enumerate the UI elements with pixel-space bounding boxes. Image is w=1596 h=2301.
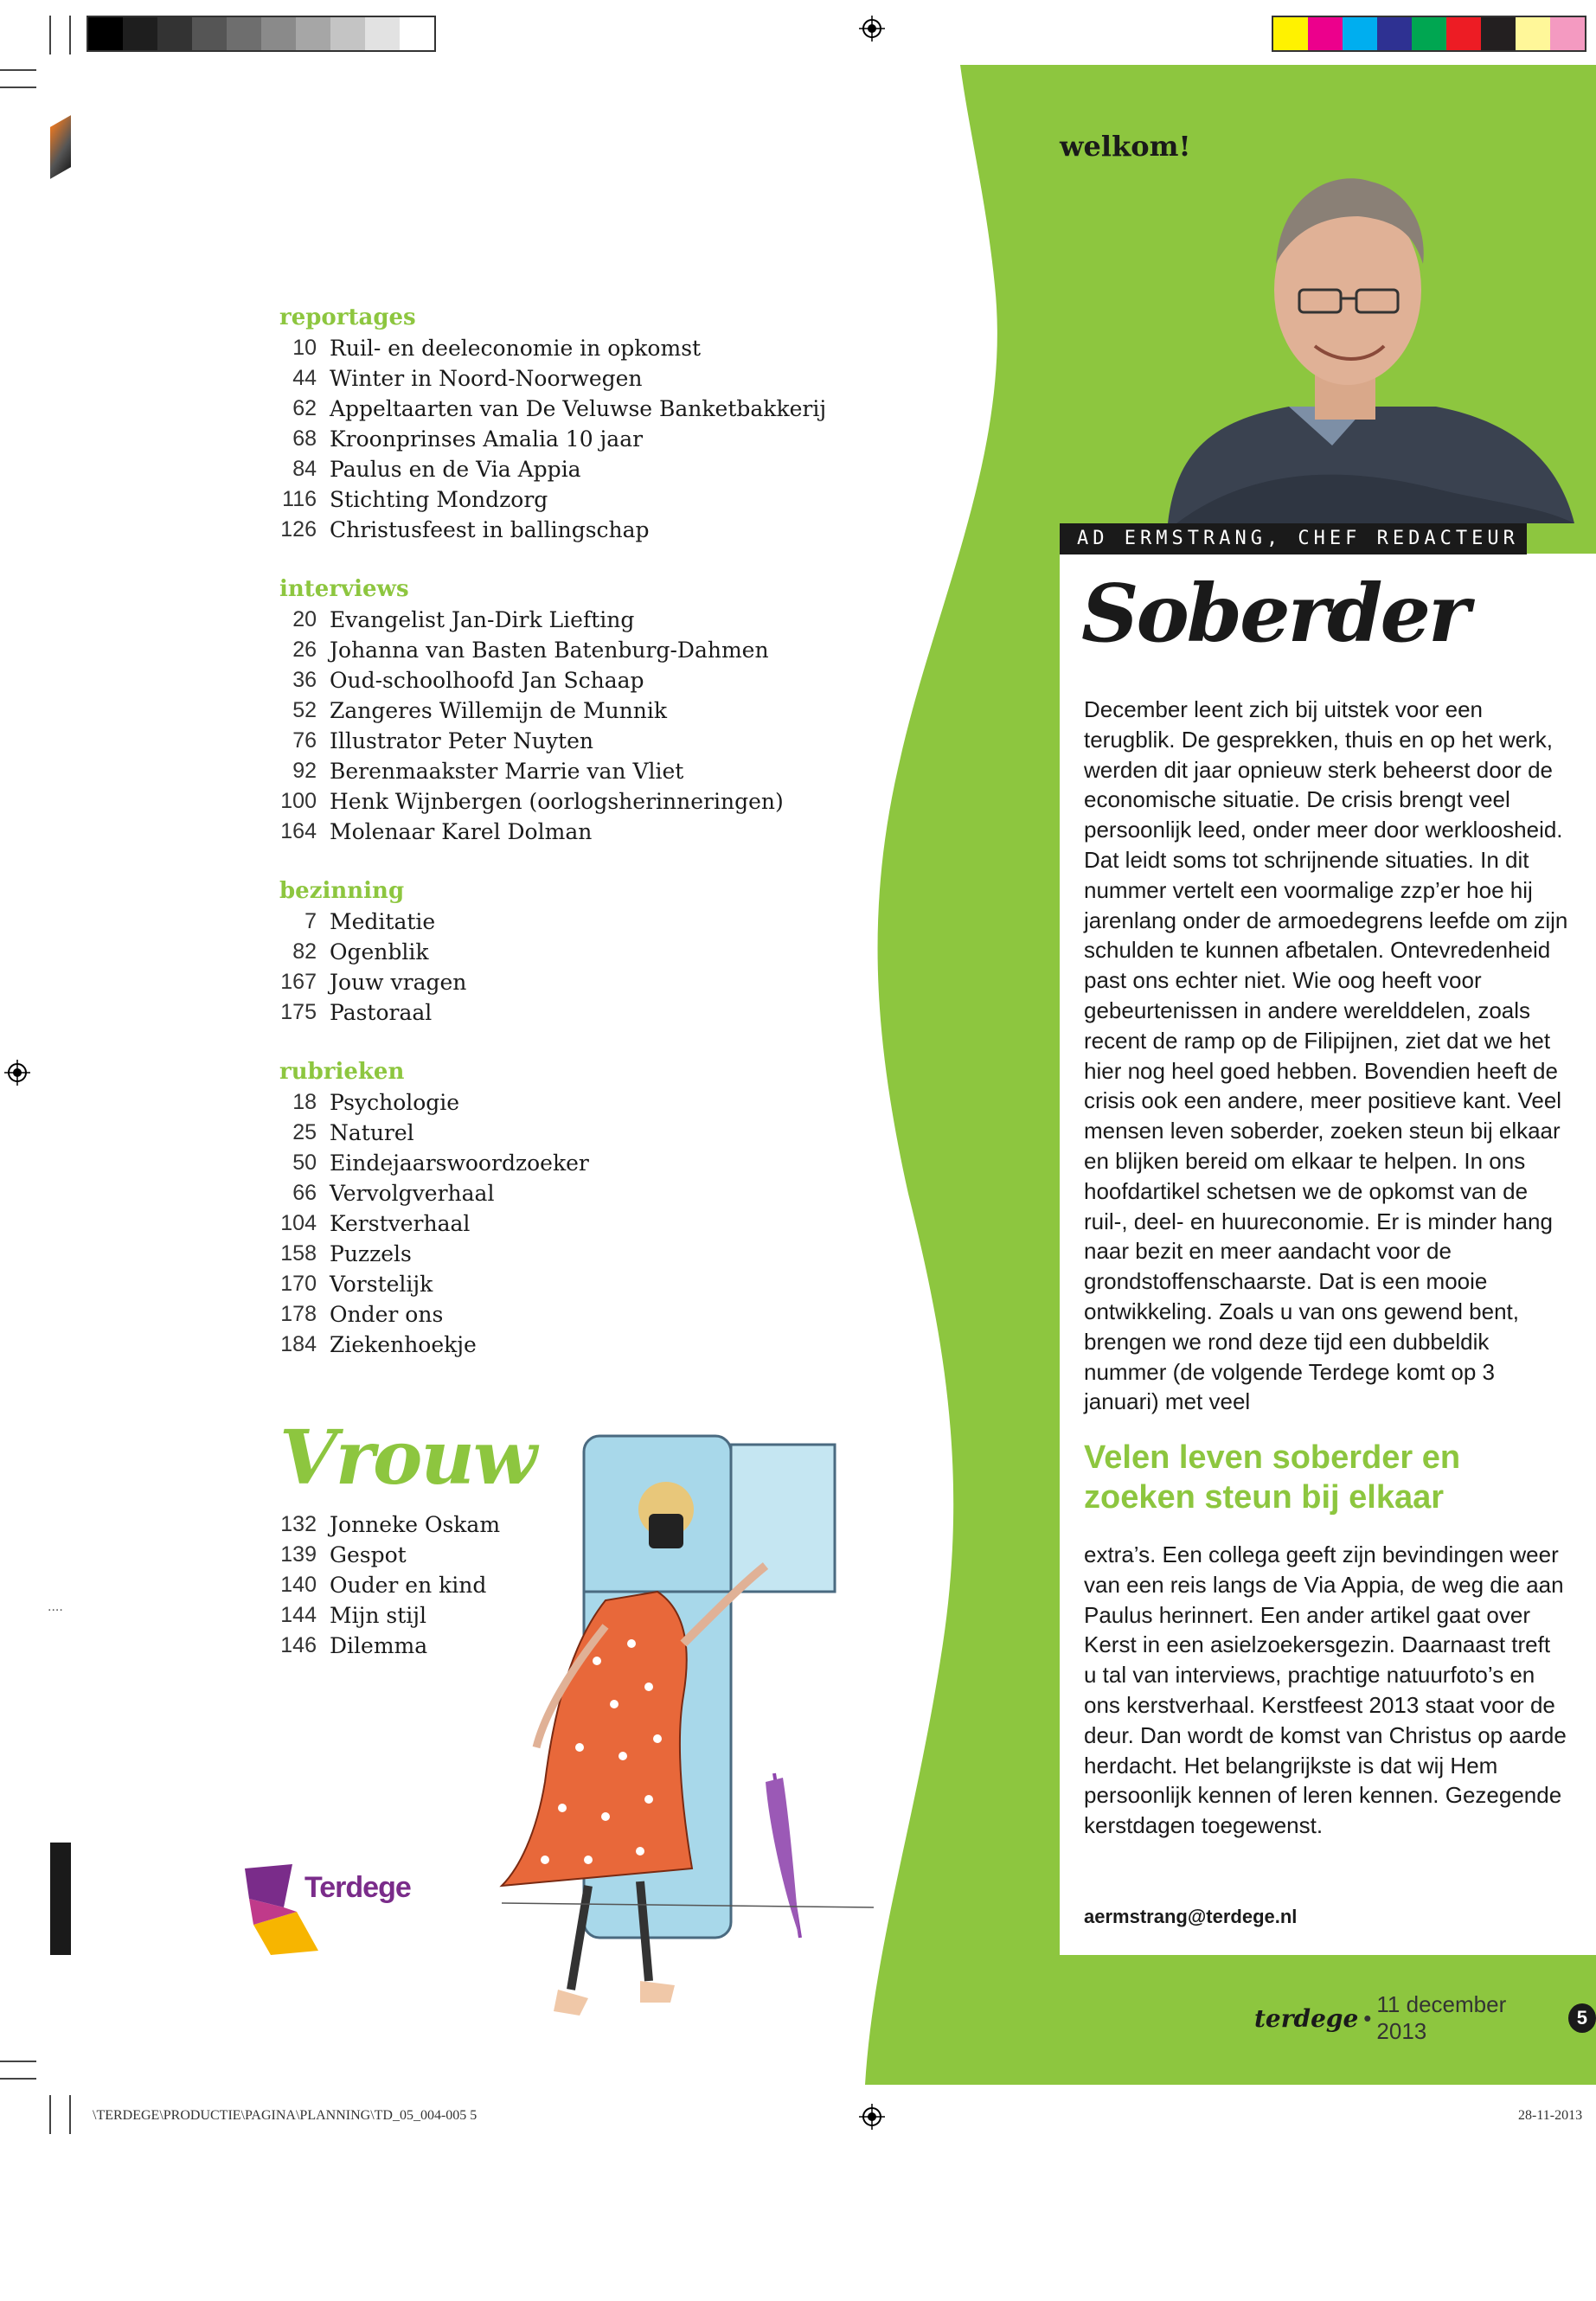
page-number: 68 (292, 426, 317, 451)
page-number: 82 (292, 939, 317, 964)
page-number: 84 (292, 457, 317, 481)
page-number: 52 (292, 698, 317, 722)
toc-row[interactable] (279, 967, 885, 997)
toc-row[interactable] (279, 1148, 885, 1178)
toc-title: Evangelist Jan-Dirk Liefting (330, 607, 635, 632)
page-number: 140 (280, 1573, 317, 1597)
toc-title: Kroonprinses Amalia 10 jaar (330, 426, 644, 452)
page-number: 167 (280, 970, 317, 994)
toc-section (279, 876, 885, 1028)
toc-title: Eindejaarswoordzoeker (330, 1150, 589, 1176)
toc-row[interactable] (279, 786, 885, 817)
toc-title: Vorstelijk (330, 1272, 433, 1297)
toc-row[interactable] (279, 756, 885, 786)
page-number: 10 (292, 336, 317, 360)
toc-section-title: rubrieken (279, 1059, 405, 1085)
toc-title: Pastoraal (330, 1000, 433, 1025)
toc-row[interactable] (279, 605, 885, 635)
toc-title: Ziekenhoekje (330, 1332, 477, 1357)
toc-row[interactable] (279, 817, 885, 847)
paragraph: December leent zich bij uitstek voor een terugblik. De gesprekken, thuis en op het werk, werden dit jaar opnieuw sterk beheerst door de economische situatie. De crisis brengt veel persoonlijk leed, onder meer door werkloosheid. Dat leidt soms tot schrijnende situaties. In dit nummer vertelt een voormalige zzp’er hoe hij jarenlang onder de armoedegrens leefde om zijn schulden te kunnen afbetalen. Ontevredenheid past ons echter niet. Wie oog heeft voor gebeurtenissen in andere werelddelen, zoals recent de ramp op de Filipijnen, ziet dat we het hier nog heel goed hebben. Bovendien heeft de crisis ook een andere, meer positieve kant. Veel mensen leven soberder, zoeken steun bij elkaar en blijken bereid om elkaar te helpen. In ons hoofdartikel schetsen we de opkomst van de ruil-, deel- en huureconomie. Er is minder hang naar bezit en meer aandacht voor de grondstoffenschaarste. Dat is een mooie ontwikkeling. Zoals u van ons gewend bent, brengen we rond deze tijd een dubbeldik nummer (de volgende Terdege komt op 3 januari) met veel (1084, 696, 1568, 1415)
toc-title: Ruil- en deeleconomie in opkomst (330, 336, 702, 361)
editorial-body-part2 (1084, 1540, 1568, 1841)
toc-title: Johanna van Basten Batenburg-Dahmen (330, 638, 769, 663)
page-number: 170 (280, 1272, 317, 1296)
folio (1254, 1991, 1596, 2045)
toc-title: Gespot (330, 1542, 407, 1567)
toc-title: Stichting Mondzorg (330, 487, 548, 512)
page-number: 7 (304, 909, 317, 933)
headline: Soberder (1081, 567, 1468, 660)
folio-separator: • (1363, 2004, 1372, 2031)
page-number: 139 (280, 1542, 317, 1567)
bleed-dots: .... (48, 1600, 63, 1614)
toc-section (279, 303, 885, 545)
toc-title: Ogenblik (330, 939, 429, 965)
print-slug-date: 28-11-2013 (1518, 2108, 1583, 2123)
page-number: 36 (292, 668, 317, 692)
toc-row[interactable] (279, 726, 885, 756)
toc-title: Molenaar Karel Dolman (330, 819, 593, 844)
page-number-badge: 5 (1568, 2003, 1596, 2033)
page-number: 164 (280, 819, 317, 843)
toc-row[interactable] (279, 1631, 625, 1661)
toc-section (279, 574, 885, 847)
toc-row[interactable] (279, 635, 885, 665)
toc-row[interactable] (279, 484, 885, 515)
toc-row[interactable] (279, 424, 885, 454)
page-number: 126 (280, 517, 317, 542)
page-number: 158 (280, 1241, 317, 1266)
toc-row[interactable] (279, 363, 885, 394)
toc-section-title: reportages (279, 304, 416, 330)
toc-row[interactable] (279, 333, 885, 363)
toc-section (279, 1057, 885, 1360)
toc-title: Ouder en kind (330, 1573, 487, 1598)
toc-title: Onder ons (330, 1302, 444, 1327)
page-number: 116 (282, 487, 317, 511)
page-number: 50 (292, 1150, 317, 1175)
page-number: 92 (292, 759, 317, 783)
byline: AD ERMSTRANG, CHEF REDACTEUR (1060, 523, 1527, 554)
toc-title: Meditatie (330, 909, 436, 934)
toc-row[interactable] (279, 1087, 885, 1118)
toc-title: Puzzels (330, 1241, 412, 1266)
toc-title: Henk Wijnbergen (oorlogsherinneringen) (330, 789, 784, 814)
section-heading-welkom: welkom! (1060, 130, 1191, 163)
toc-title: Winter in Noord-Noorwegen (330, 366, 643, 391)
toc-title: Illustrator Peter Nuyten (330, 728, 593, 753)
page-number: 184 (280, 1332, 317, 1356)
toc-row[interactable] (279, 1178, 885, 1208)
page-number: 26 (292, 638, 317, 662)
toc-title: Christusfeest in ballingschap (330, 517, 650, 542)
page-number: 132 (280, 1512, 317, 1536)
toc-title: Naturel (330, 1120, 414, 1145)
toc-section-title: interviews (279, 576, 409, 602)
toc-row[interactable] (279, 1330, 885, 1360)
page-number: 178 (280, 1302, 317, 1326)
vrouw-logo: Vrouw (279, 1414, 535, 1502)
page-number: 20 (292, 607, 317, 631)
toc-row[interactable] (279, 1208, 885, 1239)
toc-title: Jonneke Oskam (330, 1512, 501, 1537)
paragraph: extra’s. Een collega geeft zijn bevindingen weer van een reis langs de Via Appia, de weg die aan Paulus herinnert. Een ander artikel gaat over Kerst in een asielzoekersgezin. Daarnaast treft u tal van interviews, prachtige natuurfoto’s en ons kerstverhaal. Kerstfeest 2013 staat voor de deur. Dan wordt de komst van Christus op aarde herdacht. Het belangrijkste is dat wij Hem persoonlijk kennen of leren kennen. Gezegende kerstdagen toegewenst. (1084, 1541, 1567, 1839)
page-number: 25 (292, 1120, 317, 1144)
pull-quote: Velen leven soberder en zoeken steun bij elkaar (1084, 1439, 1461, 1516)
terdege-logo-text: Terdege (304, 1871, 411, 1904)
toc-title: Jouw vragen (330, 970, 467, 995)
table-of-contents (279, 303, 885, 1389)
toc-title: Dilemma (330, 1633, 428, 1658)
folio-date: 11 december 2013 (1376, 1991, 1507, 2044)
toc-row[interactable] (279, 454, 885, 484)
toc-row[interactable] (279, 1600, 625, 1631)
print-slug-path: \TERDEGE\PRODUCTIE\PAGINA\PLANNING\TD_05_004-005 5 (93, 2108, 478, 2123)
toc-title: Kerstverhaal (330, 1211, 471, 1236)
toc-row[interactable] (279, 1239, 885, 1269)
toc-title: Paulus en de Via Appia (330, 457, 581, 482)
page-number: 66 (292, 1181, 317, 1205)
toc-row[interactable] (279, 1509, 625, 1540)
toc-row[interactable] (279, 1299, 885, 1330)
toc-title: Berenmaakster Marrie van Vliet (330, 759, 684, 784)
toc-section-title: bezinning (279, 878, 405, 904)
page-number: 144 (280, 1603, 317, 1627)
folio-brand: terdege (1254, 2003, 1359, 2033)
toc-title: Zangeres Willemijn de Munnik (330, 698, 668, 723)
page-number: 62 (292, 396, 317, 420)
toc-row[interactable] (279, 907, 885, 937)
editor-portrait (1073, 160, 1596, 523)
toc-row[interactable] (279, 665, 885, 695)
toc-title: Mijn stijl (330, 1603, 427, 1628)
toc-row[interactable] (279, 695, 885, 726)
page-number: 76 (292, 728, 317, 753)
page-number: 104 (280, 1211, 317, 1235)
page-number: 100 (280, 789, 317, 813)
editorial-body-part1 (1084, 695, 1568, 1417)
page-number: 44 (292, 366, 317, 390)
toc-row[interactable] (279, 937, 885, 967)
toc-row[interactable] (279, 1540, 625, 1570)
page-number: 18 (292, 1090, 317, 1114)
toc-row[interactable] (279, 1269, 885, 1299)
toc-row[interactable] (279, 394, 885, 424)
page-number: 146 (280, 1633, 317, 1657)
toc-row[interactable] (279, 1570, 625, 1600)
toc-title: Vervolgverhaal (330, 1181, 495, 1206)
author-email[interactable]: aermstrang@terdege.nl (1084, 1906, 1298, 1927)
toc-row[interactable] (279, 997, 885, 1028)
toc-title: Appeltaarten van De Veluwse Banketbakkerij (330, 396, 827, 421)
toc-row[interactable] (279, 515, 885, 545)
vrouw-contents (279, 1509, 625, 1661)
page-number: 175 (280, 1000, 317, 1024)
toc-title: Oud-schoolhoofd Jan Schaap (330, 668, 644, 693)
toc-title: Psychologie (330, 1090, 460, 1115)
toc-row[interactable] (279, 1118, 885, 1148)
